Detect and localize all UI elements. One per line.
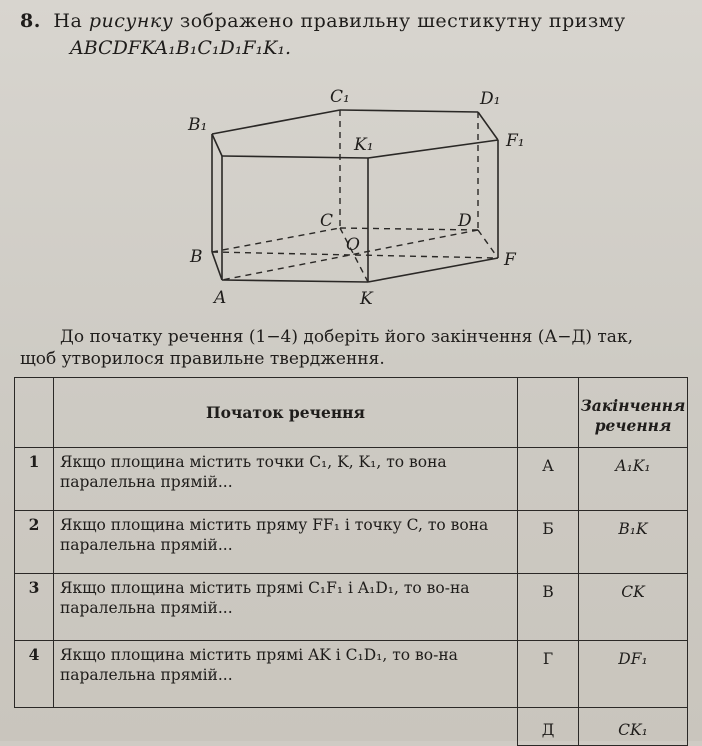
- instruction-line-1: До початку речення (1−4) доберіть його закінчення (А−Д) так,: [60, 327, 633, 347]
- edge-d1-f1: [478, 112, 498, 140]
- start-text: Якщо площина містить пряму FF₁ і точку C, то вона паралельна прямій...: [53, 511, 517, 574]
- end-letter: А: [518, 448, 579, 511]
- header-end: [578, 378, 687, 448]
- table-row: [15, 574, 688, 641]
- edge-b-a: [212, 252, 222, 280]
- edge-k-f: [368, 258, 498, 282]
- title-emphasis: рисунку: [88, 10, 174, 32]
- start-number: 2: [15, 511, 54, 574]
- label-b1: B₁: [188, 115, 208, 135]
- start-number: 3: [15, 574, 54, 641]
- table-header-row: [15, 378, 688, 448]
- end-value: CK₁: [578, 708, 687, 746]
- edge-a-k: [222, 280, 368, 282]
- end-letter: Г: [518, 641, 579, 708]
- empty-cell: [53, 708, 517, 746]
- start-number: 4: [15, 641, 54, 708]
- empty-cell: [15, 708, 54, 746]
- label-b: B: [190, 247, 203, 267]
- label-a: A: [214, 288, 227, 308]
- label-d: D: [458, 211, 472, 231]
- edge-b-c: [212, 228, 340, 252]
- label-f: F: [504, 250, 516, 270]
- edge-b1-c1: [212, 110, 340, 134]
- end-letter: Д: [518, 708, 579, 746]
- end-letter: В: [518, 574, 579, 641]
- label-f1: F₁: [506, 131, 525, 151]
- prism-name: ABCDFKA₁B₁C₁D₁F₁K₁.: [70, 37, 291, 59]
- start-text: Якщо площина містить прямі AK і C₁D₁, то во-на паралельна прямій...: [53, 641, 517, 708]
- table-row: [15, 708, 688, 746]
- label-o: O: [346, 235, 360, 255]
- matching-table: [14, 377, 688, 746]
- edge-k1-a1: [222, 156, 368, 158]
- table-row: [15, 511, 688, 574]
- edge-d-f: [478, 230, 498, 258]
- title-post: зображено правильну шестикутну призму: [179, 10, 626, 32]
- start-text: Якщо площина містить прямі C₁F₁ і A₁D₁, то во-на паралельна прямій...: [53, 574, 517, 641]
- task-number: 8.: [20, 10, 41, 32]
- header-start: Початок речення: [53, 378, 517, 448]
- end-value: DF₁: [578, 641, 687, 708]
- header-end-line-2: речення: [594, 416, 672, 435]
- end-value: A₁K₁: [578, 448, 687, 511]
- instruction: [20, 326, 690, 370]
- end-value: CK: [578, 574, 687, 641]
- label-k: K: [360, 289, 373, 309]
- table-row: [15, 641, 688, 708]
- edge-c1-d1: [340, 110, 478, 112]
- label-c: C: [320, 211, 334, 231]
- header-end-line-1: Закінчення: [580, 396, 686, 415]
- header-letter-cell: [518, 378, 579, 448]
- start-text: Якщо площина містить точки C₁, K, K₁, то вона паралельна прямій...: [53, 448, 517, 511]
- header-number-cell: [15, 378, 54, 448]
- end-letter: Б: [518, 511, 579, 574]
- label-d1: D₁: [480, 89, 501, 109]
- edge-a1-b1: [212, 134, 222, 156]
- title-pre: На: [53, 10, 83, 32]
- start-number: 1: [15, 448, 54, 511]
- table-row: [15, 448, 688, 511]
- label-c1: C₁: [330, 87, 350, 107]
- label-k1: K₁: [354, 135, 374, 155]
- prism-figure: [0, 0, 702, 330]
- end-value: B₁K: [578, 511, 687, 574]
- instruction-line-2: щоб утворилося правильне твердження.: [20, 349, 385, 369]
